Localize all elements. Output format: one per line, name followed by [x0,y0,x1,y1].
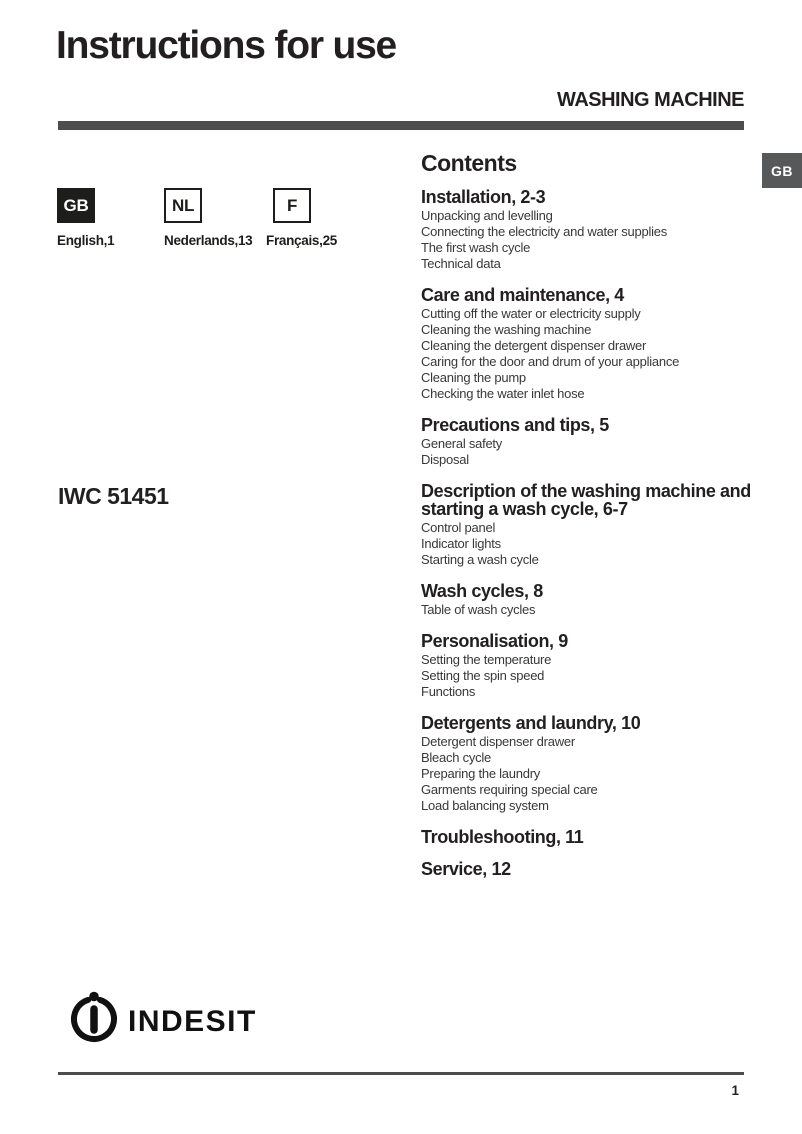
toc-section-title: Care and maintenance, 4 [421,285,624,305]
document-title: Instructions for use [56,24,397,67]
toc-item: Bleach cycle [421,750,491,765]
toc-item: Setting the temperature [421,652,552,667]
contents-heading: Contents [421,150,517,176]
toc-section-personalisation [421,632,757,700]
toc-item: Cleaning the washing machine [421,322,592,337]
toc-item: Garments requiring special care [421,782,598,797]
language-label-francais: Français,25 [266,233,337,248]
toc-item: Technical data [421,256,501,271]
toc-item: Detergent dispenser drawer [421,734,575,749]
toc-section-title: Wash cycles, 8 [421,581,543,601]
toc-section-description [421,482,757,568]
toc-item: General safety [421,436,503,451]
toc-item: Preparing the laundry [421,766,541,781]
language-badge-nl: NL [164,188,202,223]
toc-item: Cleaning the pump [421,370,526,385]
toc-section-title: Service, 12 [421,859,511,879]
toc-item: Caring for the door and drum of your appliance [421,354,680,369]
toc-item: Connecting the electricity and water supplies [421,224,668,239]
toc-item: Cleaning the detergent dispenser drawer [421,338,647,353]
language-badge-gb: GB [57,188,95,223]
toc-section-care-maintenance [421,286,757,402]
toc-section-precautions [421,416,757,468]
document-subtitle: WASHING MACHINE [557,89,744,111]
toc-section-title: Precautions and tips, 5 [421,415,609,435]
toc-item: Disposal [421,452,469,467]
page-number: 1 [731,1083,739,1098]
toc-section-troubleshooting [421,828,757,846]
toc-item: Unpacking and levelling [421,208,553,223]
contents-column [421,150,757,892]
toc-section-wash-cycles [421,582,757,618]
language-entry-english [57,188,114,248]
toc-item: Setting the spin speed [421,668,545,683]
toc-section-title: Installation, 2-3 [421,187,546,207]
toc-item: The first wash cycle [421,240,531,255]
toc-section-detergents [421,714,757,814]
indesit-logo-icon [66,988,296,1048]
toc-section-title: Description of the washing machine and starting a wash cycle, 6-7 [421,481,751,519]
toc-item: Table of wash cycles [421,602,536,617]
toc-section-service [421,860,757,878]
footer-rule [58,1072,744,1075]
toc-item: Indicator lights [421,536,501,551]
toc-item: Load balancing system [421,798,549,813]
model-number: IWC 51451 [58,483,169,509]
toc-section-title: Personalisation, 9 [421,631,568,651]
language-label-english: English,1 [57,233,115,248]
brand-wordmark: INDESIT [128,1005,257,1038]
indesit-logo [66,988,296,1053]
toc-item: Starting a wash cycle [421,552,539,567]
language-entry-francais [266,188,337,248]
toc-item: Checking the water inlet hose [421,386,585,401]
language-label-nederlands: Nederlands,13 [164,233,253,248]
toc-item: Control panel [421,520,496,535]
country-tab-gb: GB [762,153,802,188]
toc-section-title: Troubleshooting, 11 [421,827,584,847]
toc-section-installation [421,188,757,272]
toc-section-title: Detergents and laundry, 10 [421,713,641,733]
language-entry-nederlands [164,188,252,248]
header-rule [58,121,744,130]
language-badge-f: F [273,188,311,223]
toc-item: Cutting off the water or electricity supply [421,306,641,321]
toc-item: Functions [421,684,476,699]
